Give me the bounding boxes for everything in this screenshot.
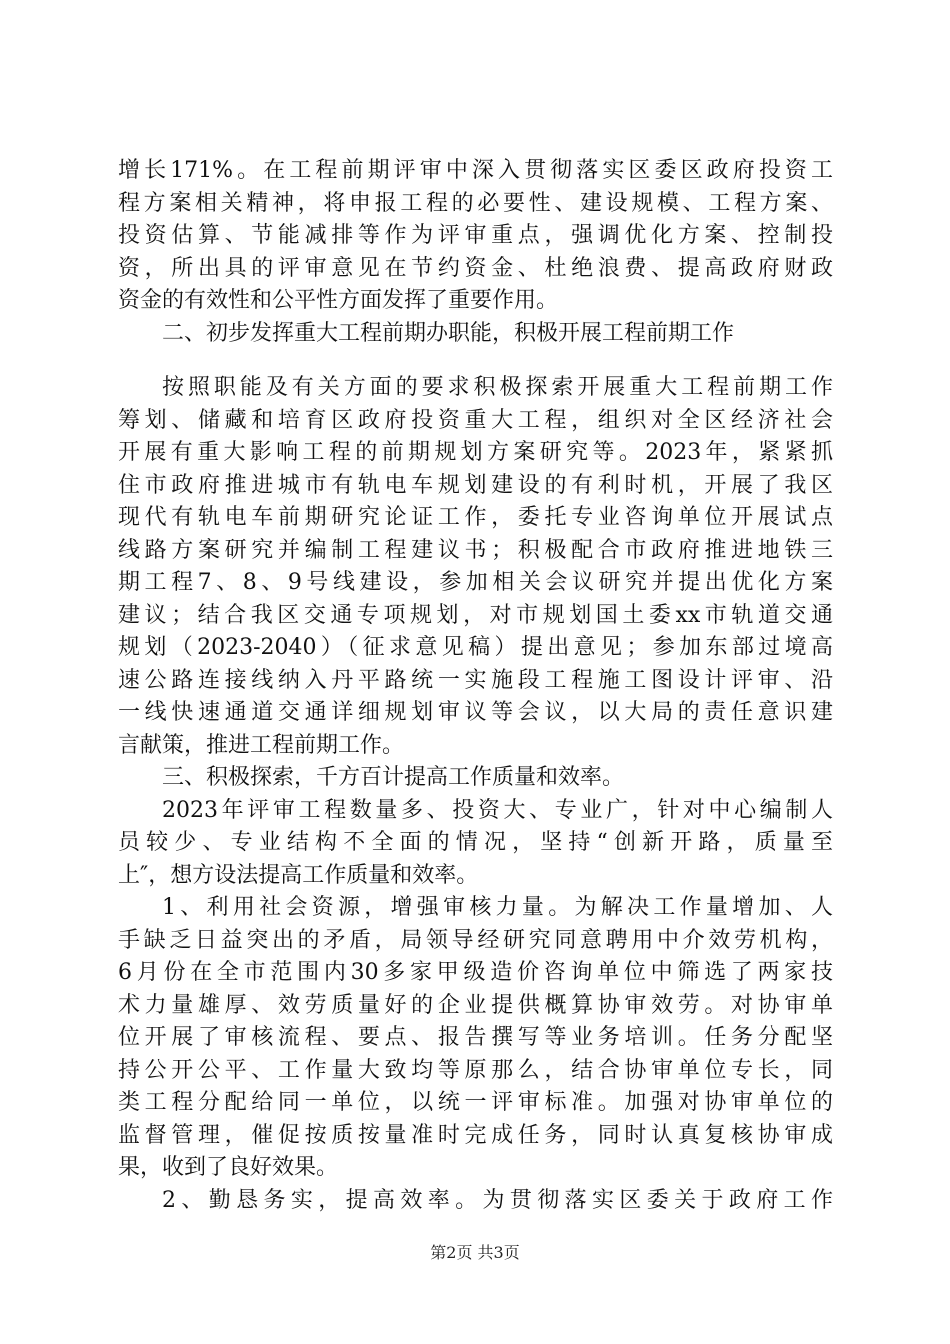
text-line: 员较少、专业结构不全面的情况，坚持“创新开路，质量至 <box>118 830 833 855</box>
text-line: 言献策，推进工程前期工作。 <box>118 732 405 758</box>
text-line: 筹划、储藏和培育区政府投资重大工程，组织对全区经济社会 <box>118 407 833 433</box>
text-line: 速公路连接线纳入丹平路统一实施段工程施工图设计评审、沿 <box>118 667 833 693</box>
section-heading: 二、初步发挥重大工程前期办职能，积极开展工程前期工作 <box>162 320 735 346</box>
text-line: 现代有轨电车前期研究论证工作，委托专业咨询单位开展试点 <box>118 505 833 530</box>
text-line: 2023年评审工程数量多、投资大、专业广，针对中心编制人 <box>162 797 833 823</box>
text-line: 位开展了审核流程、要点、报告撰写等业务培训。任务分配坚 <box>118 1025 833 1050</box>
text-line: 果，收到了良好效果。 <box>118 1155 339 1180</box>
text-line: 手缺乏日益突出的矛盾，局领导经研究同意聘用中介效劳机构， <box>118 927 833 953</box>
text-line: 持公开公平、工作量大致均等原那么，结合协审单位专长，同 <box>118 1057 833 1083</box>
text-line: 住市政府推进城市有轨电车规划建设的有利时机，开展了我区 <box>118 472 833 498</box>
text-line: 线路方案研究并编制工程建议书；积极配合市政府推进地铁三 <box>118 537 833 563</box>
text-line: 一线快速通道交通详细规划审议等会议，以大局的责任意识建 <box>118 700 833 725</box>
text-line: 上″，想方设法提高工作质量和效率。 <box>118 862 479 888</box>
text-line: 开展有重大影响工程的前期规划方案研究等。2023年，紧紧抓 <box>118 440 833 465</box>
text-line: 增长171%。在工程前期评审中深入贯彻落实区委区政府投资工 <box>118 158 833 183</box>
section-heading: 三、积极探索，千方百计提高工作质量和效率。 <box>162 765 625 790</box>
document-body <box>118 155 833 1217</box>
text-line: 1、利用社会资源，增强审核力量。为解决工作量增加、人 <box>162 895 833 920</box>
paragraph-gap <box>118 350 833 372</box>
text-line: 按照职能及有关方面的要求积极探索开展重大工程前期工作 <box>162 375 833 400</box>
text-line: 2、勤恳务实，提高效率。为贯彻落实区委关于政府工作 <box>162 1187 833 1213</box>
text-line: 规划（2023-2040）（征求意见稿）提出意见；参加东部过境高 <box>118 635 833 660</box>
text-line: 程方案相关精神，将申报工程的必要性、建设规模、工程方案、 <box>118 190 833 216</box>
text-line: 类工程分配给同一单位，以统一评审标准。加强对协审单位的 <box>118 1090 833 1115</box>
text-line: 资金的有效性和公平性方面发挥了重要作用。 <box>118 288 559 313</box>
text-line: 期工程7、8、9号线建设，参加相关会议研究并提出优化方案 <box>118 570 833 595</box>
text-line: 监督管理，催促按质按量准时完成任务，同时认真复核协审成 <box>118 1122 833 1148</box>
page-footer: 第2页 共3页 <box>430 1243 520 1262</box>
text-line: 术力量雄厚、效劳质量好的企业提供概算协审效劳。对协审单 <box>118 992 833 1018</box>
text-line: 建议；结合我区交通专项规划，对市规划国土委xx市轨道交通 <box>118 602 833 628</box>
text-line: 资，所出具的评审意见在节约资金、杜绝浪费、提高政府财政 <box>118 255 833 281</box>
text-line: 投资估算、节能减排等作为评审重点，强调优化方案、控制投 <box>118 223 833 248</box>
text-line: 6月份在全市范围内30多家甲级造价咨询单位中筛选了两家技 <box>118 960 833 985</box>
